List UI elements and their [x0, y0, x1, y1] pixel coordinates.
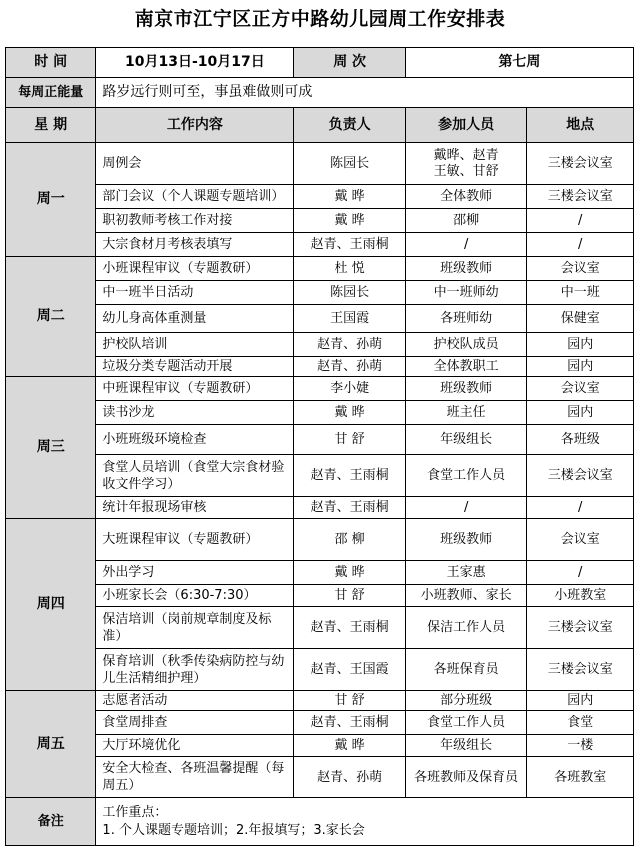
owner-cell: 陈园长 [294, 143, 406, 185]
task-cell: 小班课程审议（专题教研） [96, 257, 294, 281]
col-location: 地点 [527, 108, 634, 143]
location-cell: 食堂 [527, 711, 634, 735]
notes-line-1: 工作重点： [102, 804, 168, 820]
table-row [6, 425, 634, 455]
task-cell: 大宗食材月考核表填写 [96, 233, 294, 257]
table-row [6, 735, 634, 757]
owner-cell: 甘 舒 [294, 691, 406, 711]
owner-cell: 赵青、王国霞 [294, 649, 406, 691]
date-range: 10月13日-10月17日 [96, 48, 294, 78]
participants-cell: 年级组长 [405, 425, 527, 455]
owner-cell: 戴 晔 [294, 561, 406, 585]
energy-text: 路岁远行则可至，事虽难做则可成 [96, 78, 634, 108]
location-cell: 三楼会议室 [527, 455, 634, 497]
owner-cell: 赵青、王雨桐 [294, 455, 406, 497]
participants-cell: 各班教师及保育员 [405, 757, 527, 798]
day-label: 周二 [6, 257, 96, 377]
location-cell: 园内 [527, 357, 634, 377]
week-label: 周 次 [294, 48, 406, 78]
day-label: 周三 [6, 377, 96, 519]
location-cell: 园内 [527, 401, 634, 425]
table-row [6, 257, 634, 281]
owner-cell: 赵青、王雨桐 [294, 607, 406, 649]
table-row [6, 711, 634, 735]
owner-cell: 赵青、王雨桐 [294, 497, 406, 519]
table-row [6, 209, 634, 233]
task-cell: 部门会议（个人课题专题培训） [96, 185, 294, 209]
table-row [6, 455, 634, 497]
table-row [6, 185, 634, 209]
owner-cell: 王国霞 [294, 305, 406, 333]
participants-cell: 各班师幼 [405, 305, 527, 333]
participants-cell: 食堂工作人员 [405, 455, 527, 497]
task-cell: 垃圾分类专题活动开展 [96, 357, 294, 377]
table-row [6, 305, 634, 333]
table-row [6, 561, 634, 585]
location-cell: 园内 [527, 691, 634, 711]
notes-content [96, 798, 634, 846]
table-row [6, 691, 634, 711]
location-cell: 各班教室 [527, 757, 634, 798]
participants-cell: / [405, 233, 527, 257]
location-cell: 园内 [527, 333, 634, 357]
owner-cell: 戴 晔 [294, 185, 406, 209]
owner-cell: 戴 晔 [294, 401, 406, 425]
schedule-body [6, 48, 634, 846]
task-cell: 读书沙龙 [96, 401, 294, 425]
participants-cell: 食堂工作人员 [405, 711, 527, 735]
participants-cell: 班级教师 [405, 257, 527, 281]
task-cell: 外出学习 [96, 561, 294, 585]
task-cell: 安全大检查、各班温馨提醒（每周五） [96, 757, 294, 798]
participants-cell: 班级教师 [405, 519, 527, 561]
location-cell: 一楼 [527, 735, 634, 757]
location-cell: 各班级 [527, 425, 634, 455]
col-work: 工作内容 [96, 108, 294, 143]
participants-cell: 班级教师 [405, 377, 527, 401]
task-cell: 中班课程审议（专题教研） [96, 377, 294, 401]
col-day: 星 期 [6, 108, 96, 143]
task-cell: 食堂周排查 [96, 711, 294, 735]
task-cell: 小班班级环境检查 [96, 425, 294, 455]
table-row [6, 607, 634, 649]
task-cell: 统计年报现场审核 [96, 497, 294, 519]
owner-cell: 邵 柳 [294, 519, 406, 561]
participants-cell: 小班教师、家长 [405, 585, 527, 607]
day-label: 周五 [6, 691, 96, 798]
owner-cell: 戴 晔 [294, 209, 406, 233]
table-row [6, 497, 634, 519]
location-cell: / [527, 561, 634, 585]
participants-cell: 部分班级 [405, 691, 527, 711]
participants-cell: 保洁工作人员 [405, 607, 527, 649]
table-row [6, 401, 634, 425]
table-row [6, 333, 634, 357]
location-cell: 会议室 [527, 377, 634, 401]
owner-cell: 赵青、王雨桐 [294, 233, 406, 257]
owner-cell: 甘 舒 [294, 425, 406, 455]
location-cell: 小班教室 [527, 585, 634, 607]
location-cell: 三楼会议室 [527, 185, 634, 209]
notes-label: 备注 [6, 798, 96, 846]
location-cell: 三楼会议室 [527, 607, 634, 649]
location-cell: 会议室 [527, 257, 634, 281]
participants-cell: 王家惠 [405, 561, 527, 585]
task-cell: 职初教师考核工作对接 [96, 209, 294, 233]
participants-cell: 中一班师幼 [405, 281, 527, 305]
participants-cell: 年级组长 [405, 735, 527, 757]
task-cell: 护校队培训 [96, 333, 294, 357]
owner-cell: 赵青、孙萌 [294, 333, 406, 357]
task-cell: 保洁培训（岗前规章制度及标准） [96, 607, 294, 649]
participants-cell: 邵柳 [405, 209, 527, 233]
task-cell: 中一班半日活动 [96, 281, 294, 305]
table-row [6, 281, 634, 305]
owner-cell: 赵青、孙萌 [294, 757, 406, 798]
table-row [6, 649, 634, 691]
participants-cell: 护校队成员 [405, 333, 527, 357]
owner-cell: 赵青、孙萌 [294, 357, 406, 377]
table-row [6, 143, 634, 185]
location-cell: 会议室 [527, 519, 634, 561]
column-header-row [6, 108, 634, 143]
col-participants: 参加人员 [405, 108, 527, 143]
time-label: 时 间 [6, 48, 96, 78]
owner-cell: 赵青、王雨桐 [294, 711, 406, 735]
owner-cell: 李小婕 [294, 377, 406, 401]
task-cell: 食堂人员培训（食堂大宗食材验收文件学习） [96, 455, 294, 497]
task-cell: 幼儿身高体重测量 [96, 305, 294, 333]
participants-cell: 班主任 [405, 401, 527, 425]
location-cell: 三楼会议室 [527, 143, 634, 185]
page-title: 南京市江宁区正方中路幼儿园周工作安排表 [134, 8, 506, 30]
table-row [6, 519, 634, 561]
table-row [6, 585, 634, 607]
owner-cell: 甘 舒 [294, 585, 406, 607]
task-cell: 小班家长会（6:30-7:30） [96, 585, 294, 607]
energy-row [6, 78, 634, 108]
owner-cell: 陈园长 [294, 281, 406, 305]
notes-row [6, 798, 634, 846]
location-cell: / [527, 209, 634, 233]
schedule-table [5, 47, 634, 846]
participants-cell: / [405, 497, 527, 519]
table-row [6, 757, 634, 798]
day-label: 周四 [6, 519, 96, 691]
location-cell: / [527, 497, 634, 519]
table-row [6, 357, 634, 377]
task-cell: 保育培训（秋季传染病防控与幼儿生活精细护理） [96, 649, 294, 691]
participants-cell: 各班保育员 [405, 649, 527, 691]
participants-cell: 全体教职工 [405, 357, 527, 377]
table-row [6, 233, 634, 257]
table-row [6, 377, 634, 401]
notes-line-2: 1. 个人课题专题培训；2.年报填写；3.家长会 [102, 822, 365, 838]
week-value: 第七周 [405, 48, 633, 78]
energy-label: 每周正能量 [6, 78, 96, 108]
location-cell: 三楼会议室 [527, 649, 634, 691]
task-cell: 大厅环境优化 [96, 735, 294, 757]
owner-cell: 杜 悦 [294, 257, 406, 281]
task-cell: 大班课程审议（专题教研） [96, 519, 294, 561]
owner-cell: 戴 晔 [294, 735, 406, 757]
location-cell: 保健室 [527, 305, 634, 333]
day-label: 周一 [6, 143, 96, 257]
participants-cell: 全体教师 [405, 185, 527, 209]
task-cell: 周例会 [96, 143, 294, 185]
location-cell: / [527, 233, 634, 257]
participants-cell: 戴晔、赵青 王敏、甘舒 [405, 143, 527, 185]
col-owner: 负责人 [294, 108, 406, 143]
task-cell: 志愿者活动 [96, 691, 294, 711]
header-row [6, 48, 634, 78]
location-cell: 中一班 [527, 281, 634, 305]
